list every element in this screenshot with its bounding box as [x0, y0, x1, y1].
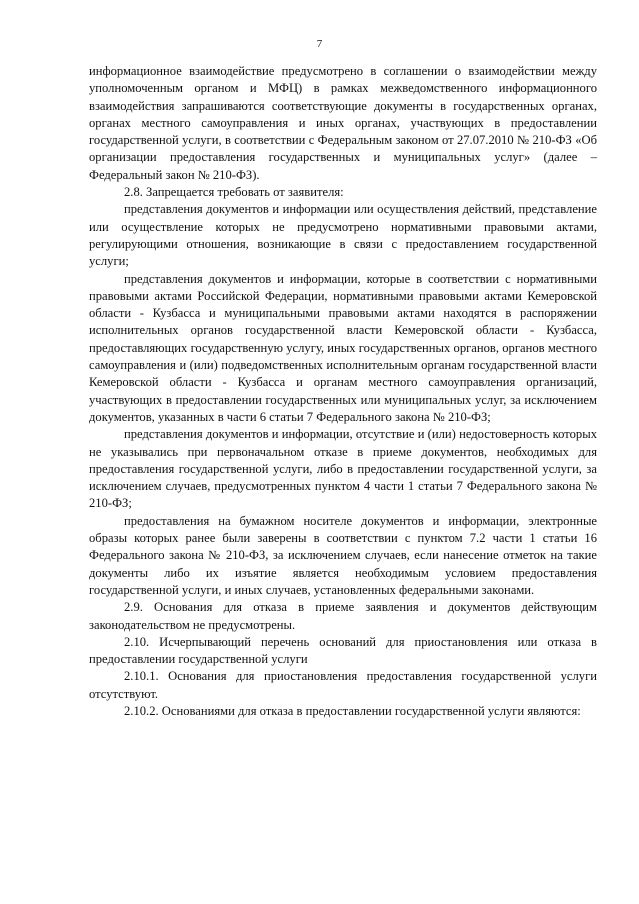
paragraph-item-3: представления документов и информации, отсутствие и (или) недостоверность которых не указывались при первоначальном отказе в приеме документов, необходимых для предоставления государственной услуги, либо в предоставлении государственной услуги, за исключением случаев, предусмотренных пунктом 4 части 1 статьи 7 Федерального закона № 210-ФЗ; — [89, 427, 597, 511]
paragraph-2-10: 2.10. Исчерпывающий перечень оснований для приостановления или отказа в предоставлении государственной услуги — [89, 634, 597, 667]
paragraph-2-9: 2.9. Основания для отказа в приеме заявления и документов действующим законодательством не предусмотрены. — [89, 600, 597, 632]
paragraph-item-2: представления документов и информации, которые в соответствии с нормативными правовыми актами Российской Федерации, нормативными правовыми актами Кемеровской области - Кузбасса и муниципальными правовыми актами находятся в распоряжении исполнительных органов государственной власти Кемеровской области - Кузбасса, предоставляющих государственную услугу, иных государственных органов, органов местного самоуправления и (или) подведомственных исполнительным органам государственной власти Кемеровской области - Кузбасса и органам местного самоуправления организаций, участвующих в предоставлении государственных или муниципальных услуг, за исключением документов, указанных в части 6 статьи 7 Федерального закона № 210-ФЗ; — [89, 271, 597, 424]
page-number: 7 — [316, 38, 323, 50]
paragraph-2-10-1: 2.10.1. Основания для приостановления предоставления государственной услуги отсутствуют. — [89, 669, 597, 701]
paragraph-2-8: 2.8. Запрещается требовать от заявителя: — [124, 185, 344, 200]
paragraph-2-10-2: 2.10.2. Основаниями для отказа в предоставлении государственной услуги являются: — [124, 703, 581, 718]
paragraph-continuation: информационное взаимодействие предусмотрено в соглашении о взаимодействии между уполномоченным органом и МФЦ) в рамках межведомственного информационного взаимодействия запрашиваются соответствующие документы в государственных органах, органах местного самоуправления и иных органах, участвующих в предоставлении государственной услуги, в соответствии с Федеральным законом от 27.07.2010 № 210-ФЗ «Об организации предоставления государственных и муниципальных услуг» (далее – Федеральный закон № 210-ФЗ). — [89, 64, 597, 182]
paragraph-item-1: представления документов и информации или осуществления действий, представление или осуществление которых не предусмотрено нормативными правовыми актами, регулирующими отношения, возникающие в связи с предоставлением государственной услуги; — [89, 202, 597, 269]
paragraph-item-4: предоставления на бумажном носителе документов и информации, электронные образы которых ранее были заверены в соответствии с пунктом 7.2 части 1 статьи 16 Федерального закона № 210-ФЗ, за исключением случаев, если нанесение отметок на такие документы либо их изъятие является необходимым условием предоставления государственной услуги, и иных случаев, установленных федеральными законами. — [89, 513, 597, 597]
document-body — [89, 63, 597, 720]
